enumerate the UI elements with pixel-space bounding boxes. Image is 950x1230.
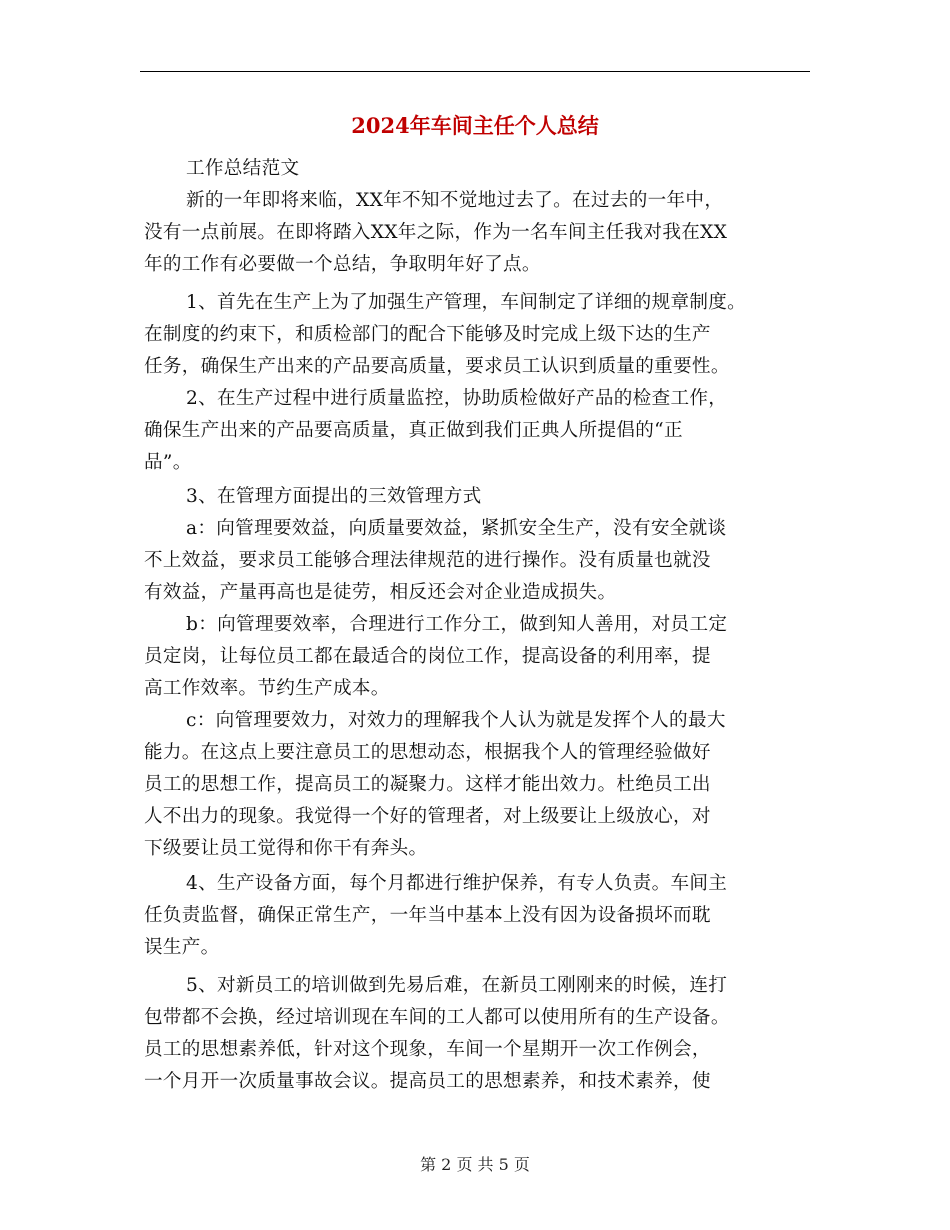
body-line: 5、对新员工的培训做到先易后难，在新员工刚刚来的时候，连打 [186, 975, 728, 996]
body-line: 确保生产出来的产品要高质量，真正做到我们正典人所提倡的“正 [144, 420, 683, 441]
body-line: 员定岗，让每位员工都在最适合的岗位工作，提高设备的利用率，提 [144, 646, 711, 667]
body-line: c：向管理要效力，对效力的理解我个人认为就是发挥个人的最大 [186, 710, 726, 731]
body-line: 误生产。 [144, 937, 220, 958]
body-line: 任负责监督，确保正常生产，一年当中基本上没有因为设备损坏而耽 [144, 905, 711, 926]
body-line: 有效益，产量再高也是徒劳，相反还会对企业造成损失。 [144, 582, 617, 603]
body-line: 员工的思想素养低，针对这个现象，车间一个星期开一次工作例会， [144, 1039, 711, 1060]
body-line: 员工的思想工作，提高员工的凝聚力。这样才能出效力。杜绝员工出 [144, 774, 711, 795]
page-number: 第 2 页 共 5 页 [420, 1155, 530, 1174]
body-line: 工作总结范文 [186, 158, 300, 179]
body-line: 下级要让员工觉得和你干有奔头。 [144, 838, 428, 859]
body-line: 4、生产设备方面，每个月都进行维护保养，有专人负责。车间主 [186, 873, 728, 894]
body-line: 没有一点前展。在即将踏入XX年之际，作为一名车间主任我对我在XX [144, 222, 728, 243]
body-line: 不上效益，要求员工能够合理法律规范的进行操作。没有质量也就没 [144, 550, 711, 571]
body-line: 能力。在这点上要注意员工的思想动态，根据我个人的管理经验做好 [144, 742, 711, 763]
document-title: 2024年车间主任个人总结 [351, 113, 599, 138]
body-line: 1、首先在生产上为了加强生产管理，车间制定了详细的规章制度。 [186, 292, 747, 313]
body-line: 新的一年即将来临，XX年不知不觉地过去了。在过去的一年中， [186, 190, 724, 211]
body-line: 包带都不会换，经过培训现在车间的工人都可以使用所有的生产设备。 [144, 1007, 730, 1028]
body-line: 人不出力的现象。我觉得一个好的管理者，对上级要让上级放心，对 [144, 806, 711, 827]
body-line: b：向管理要效率，合理进行工作分工，做到知人善用，对员工定 [186, 614, 728, 635]
body-line: 年的工作有必要做一个总结，争取明年好了点。 [144, 254, 541, 275]
body-line: a：向管理要效益，向质量要效益，紧抓安全生产，没有安全就谈 [186, 518, 727, 539]
body-line: 任务，确保生产出来的产品要高质量，要求员工认识到质量的重要性。 [144, 356, 730, 377]
body-line: 在制度的约束下，和质检部门的配合下能够及时完成上级下达的生产 [144, 324, 711, 345]
body-line: 一个月开一次质量事故会议。提高员工的思想素养，和技术素养，使 [144, 1071, 711, 1092]
header-rule [140, 71, 810, 72]
body-line: 2、在生产过程中进行质量监控，协助质检做好产品的检查工作， [186, 388, 728, 409]
body-line: 3、在管理方面提出的三效管理方式 [186, 486, 482, 507]
body-line: 高工作效率。节约生产成本。 [144, 678, 390, 699]
body-line: 品”。 [144, 452, 192, 473]
